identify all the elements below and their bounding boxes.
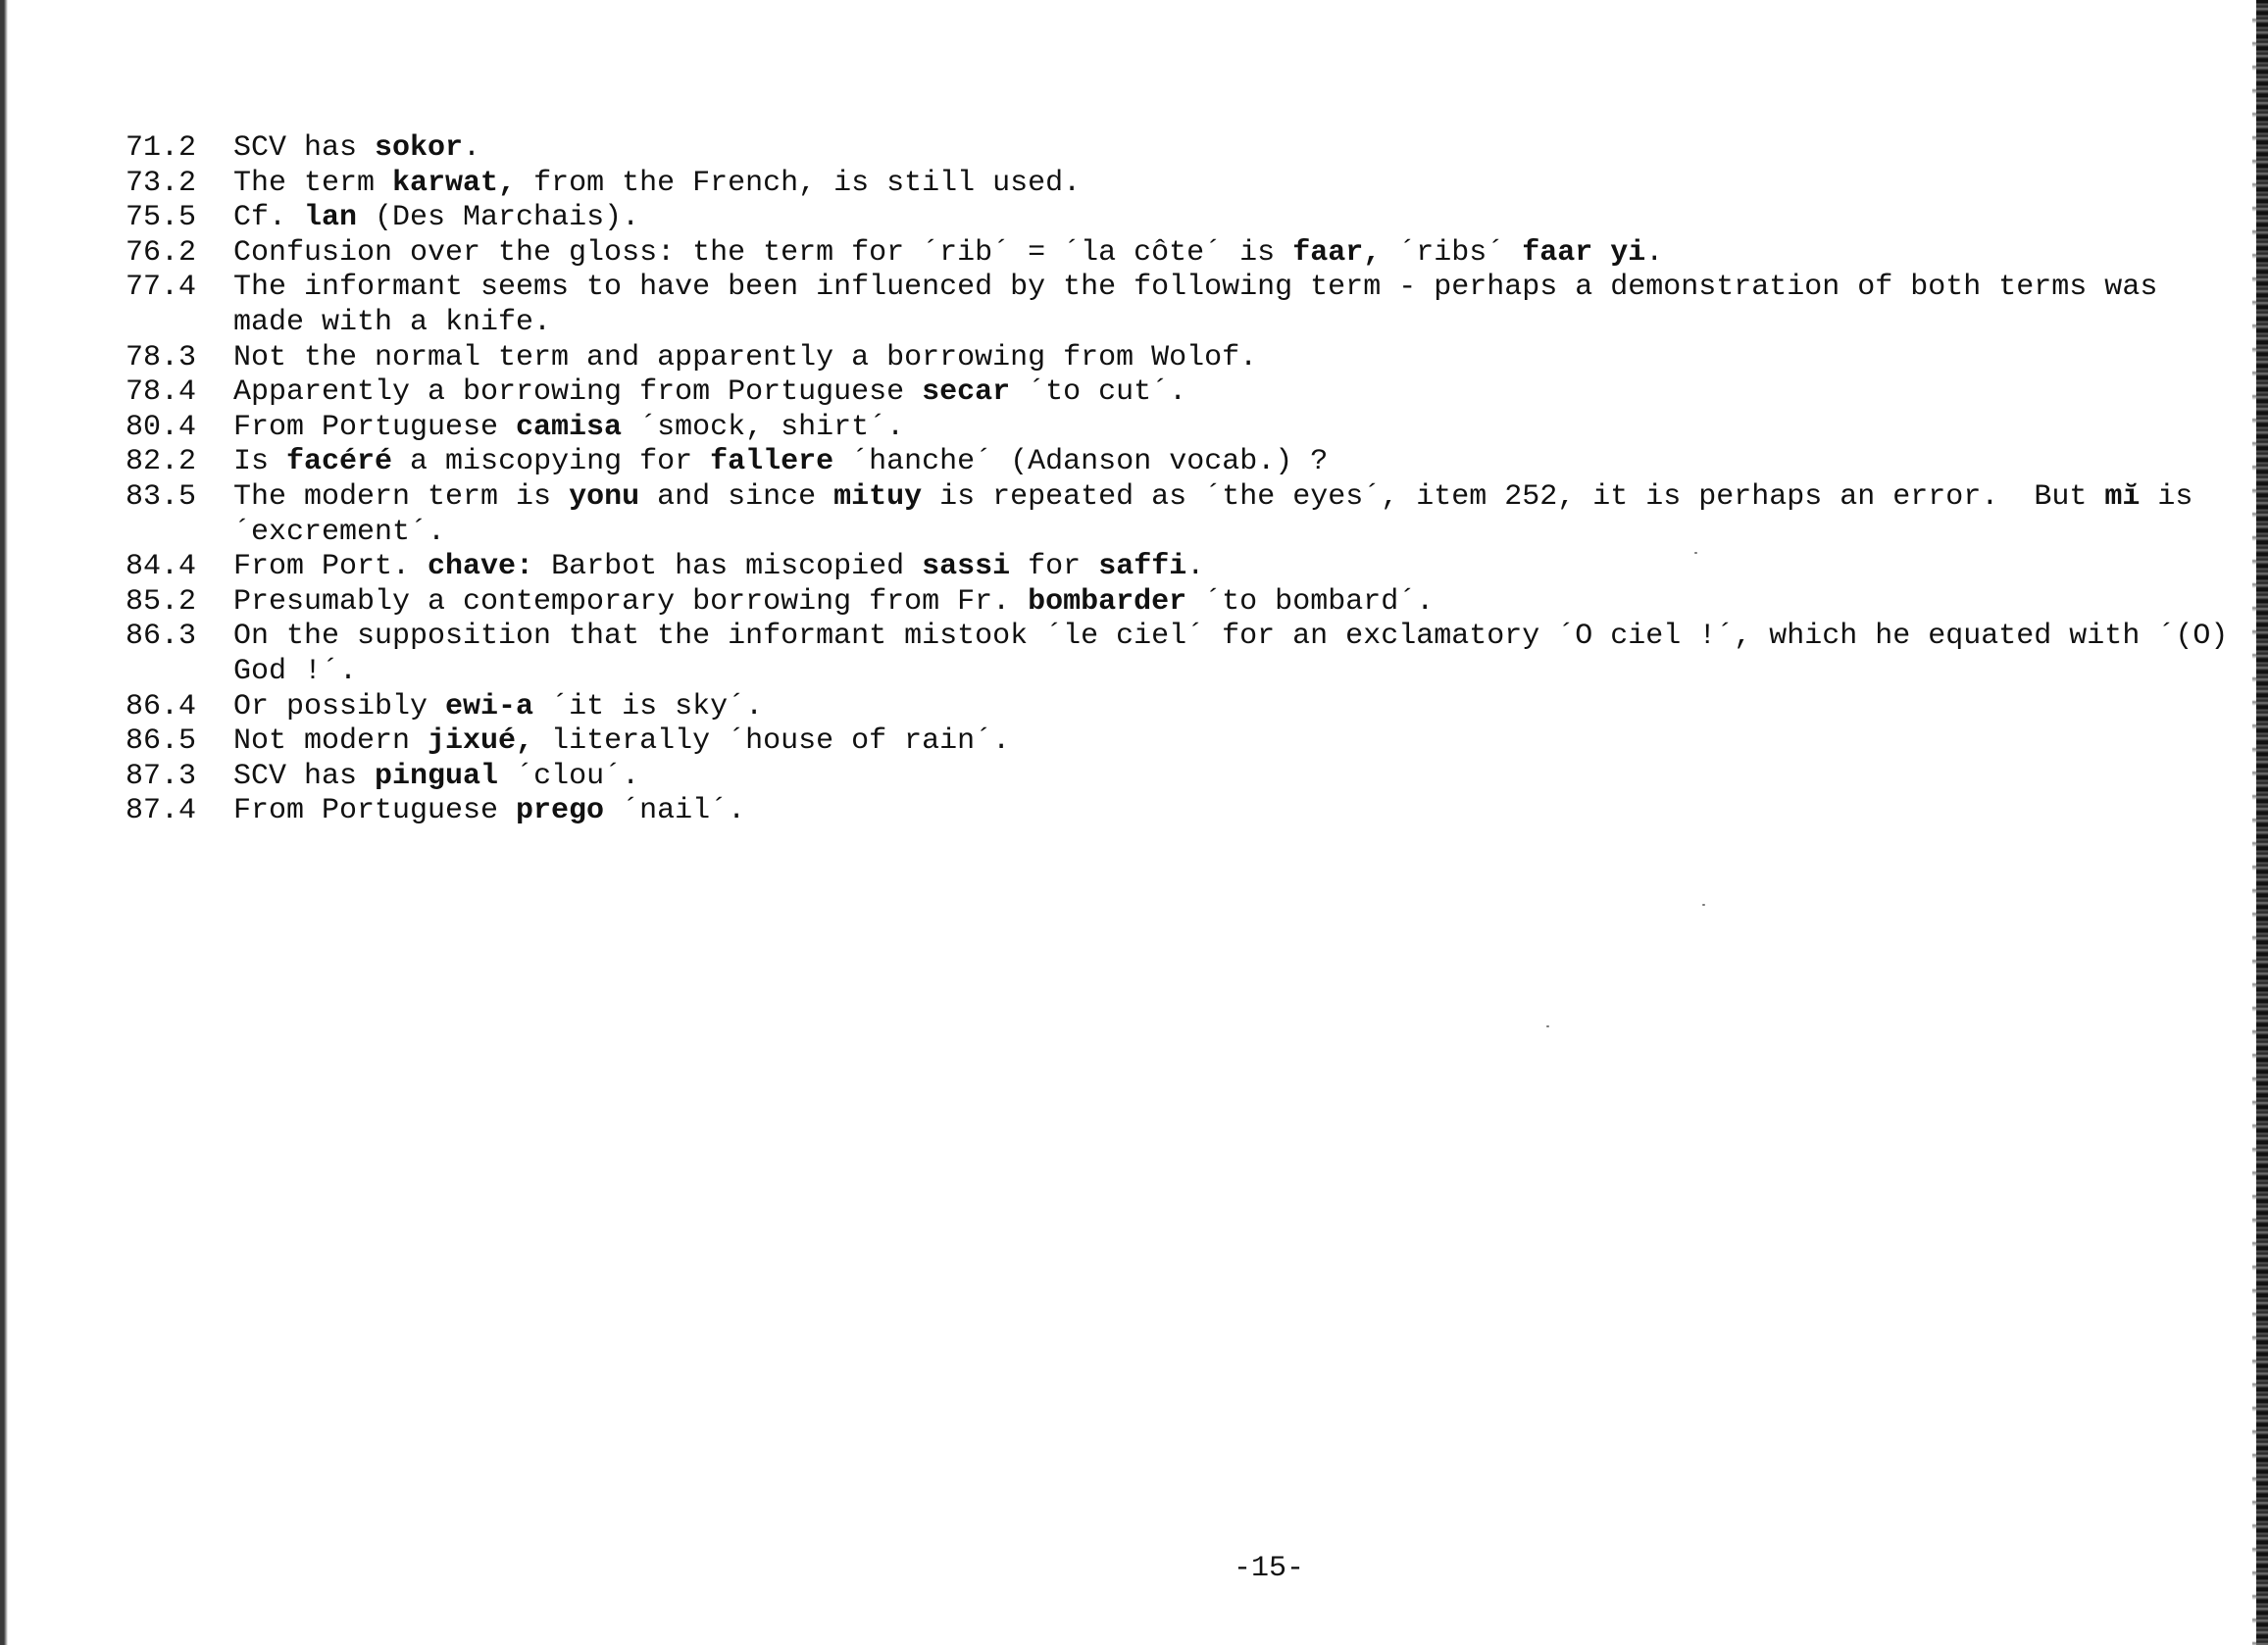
note-number: 86.5 <box>126 724 197 759</box>
note-text <box>233 760 2243 795</box>
note-entry <box>126 271 2243 340</box>
note-term: mituy <box>833 479 923 514</box>
note-term: facéré <box>286 445 393 479</box>
note-text-segment: Barbot has miscopied <box>533 550 923 584</box>
note-text <box>233 585 2243 621</box>
scan-speck <box>1702 904 1705 906</box>
note-entry <box>126 131 2243 167</box>
note-text-segment: Or possibly <box>233 689 446 723</box>
note-entry <box>126 341 2243 376</box>
note-entry <box>126 201 2243 236</box>
note-text-segment: From Portuguese <box>233 794 517 828</box>
note-term: karwat, <box>392 166 517 200</box>
note-entry <box>126 585 2243 621</box>
note-text-segment: Not modern <box>233 724 428 759</box>
note-text-segment: ´nail´. <box>604 794 746 828</box>
note-text-segment: On the supposition that the informant mistook ´le ciel´ for an exclamatory ´O ciel !´, which he equated with ´(O) God !´. <box>233 620 2246 688</box>
note-text-segment: ´smock, shirt´. <box>622 410 905 444</box>
note-text-segment: The informant seems to have been influenced by the following term - perhaps a demonstration of both terms was made with a knife. <box>233 271 2176 339</box>
note-text-segment: Confusion over the gloss: the term for ´rib´ = ´la côte´ is <box>233 235 1293 270</box>
note-text <box>233 794 2243 829</box>
note-text-segment: is repeated as ´the eyes´, item 252, it is perhaps an error. But <box>922 479 2105 514</box>
scan-left-edge <box>0 0 8 1645</box>
note-number: 85.2 <box>126 584 197 619</box>
note-text-segment: for <box>1010 550 1099 584</box>
note-number: 84.4 <box>126 550 197 584</box>
note-text-segment: . <box>1645 235 1664 270</box>
note-term: bombarder <box>1028 584 1187 619</box>
note-term: pingual <box>375 759 499 793</box>
note-number: 86.3 <box>126 620 197 654</box>
note-text-segment: literally ´house of rain´. <box>533 724 1011 759</box>
note-text-segment: from the French, is still used. <box>516 166 1082 200</box>
note-number: 80.4 <box>126 410 197 444</box>
note-text-segment: a miscopying for <box>392 445 711 479</box>
note-text-segment: (Des Marchais). <box>357 201 640 235</box>
note-entry <box>126 167 2243 202</box>
note-term: fallere <box>710 445 834 479</box>
note-number: 87.3 <box>126 759 197 793</box>
note-text-segment: The modern term is <box>233 479 570 514</box>
note-text-segment: ´hanche´ (Adanson vocab.) ? <box>833 445 1329 479</box>
note-text-segment: From Portuguese <box>233 410 517 444</box>
note-text-segment: ´to bombard´. <box>1186 584 1435 619</box>
note-text-segment: From Port. <box>233 550 428 584</box>
note-text-segment: Presumably a contemporary borrowing from Fr. <box>233 584 1029 619</box>
note-entry <box>126 550 2243 585</box>
note-text-segment: . <box>463 131 481 165</box>
note-term: chave: <box>428 550 534 584</box>
note-entry <box>126 620 2246 689</box>
note-entry <box>126 690 2243 725</box>
note-text <box>233 620 2246 689</box>
page-number: -15- <box>1234 1552 1305 1585</box>
note-term: jixué, <box>428 724 534 759</box>
note-term: yonu <box>569 479 640 514</box>
note-number: 83.5 <box>126 479 197 514</box>
note-entry <box>126 411 2243 446</box>
note-term: mĭ <box>2104 479 2141 514</box>
note-text <box>233 131 2243 167</box>
note-text-segment: ´ribs´ <box>1381 235 1523 270</box>
note-text <box>233 480 2243 550</box>
note-text-segment: and since <box>639 479 834 514</box>
note-term: prego <box>516 794 605 828</box>
note-number: 77.4 <box>126 271 197 305</box>
note-entry <box>126 724 2243 760</box>
note-number: 87.4 <box>126 794 197 828</box>
note-text-segment: Not the normal term and apparently a borrowing from Wolof. <box>233 340 1258 374</box>
note-term: ewi-a <box>445 689 534 723</box>
note-term: camisa <box>516 410 623 444</box>
note-text-segment: is ´excrement´. <box>233 479 2211 549</box>
note-entry <box>126 236 2243 272</box>
note-term: lan <box>304 201 358 235</box>
note-text-segment: . <box>1186 550 1205 584</box>
note-number: 73.2 <box>126 166 197 200</box>
note-number: 78.3 <box>126 340 197 374</box>
note-term: sokor <box>375 131 464 165</box>
note-entry <box>126 760 2243 795</box>
note-term: faar, <box>1292 235 1382 270</box>
note-number: 75.5 <box>126 201 197 235</box>
scan-speck <box>1546 1025 1549 1027</box>
note-text-segment: Apparently a borrowing from Portuguese <box>233 375 923 410</box>
note-number: 76.2 <box>126 235 197 270</box>
note-term: secar <box>922 375 1011 410</box>
note-term: sassi <box>922 550 1011 584</box>
note-text-segment: ´it is sky´. <box>533 689 764 723</box>
note-number: 78.4 <box>126 375 197 410</box>
note-text-segment: ´clou´. <box>498 759 640 793</box>
note-text <box>233 550 2243 585</box>
note-entry <box>126 794 2243 829</box>
note-text <box>233 341 2243 376</box>
note-text-segment: Is <box>233 445 287 479</box>
note-entry <box>126 480 2243 550</box>
note-entry <box>126 375 2243 411</box>
note-number: 86.4 <box>126 689 197 723</box>
note-entry <box>126 445 2243 480</box>
note-text <box>233 690 2243 725</box>
note-text <box>233 236 2243 272</box>
scan-right-edge <box>2256 0 2268 1645</box>
note-text-segment: SCV has <box>233 131 376 165</box>
note-text <box>233 271 2243 340</box>
note-text <box>233 201 2243 236</box>
note-text <box>233 724 2243 760</box>
note-number: 82.2 <box>126 445 197 479</box>
note-term: faar yi <box>1522 235 1646 270</box>
note-text <box>233 445 2243 480</box>
note-text-segment: Cf. <box>233 201 305 235</box>
note-text-segment: ´to cut´. <box>1010 375 1187 410</box>
note-text <box>233 375 2243 411</box>
notes-list <box>126 131 2246 829</box>
note-number: 71.2 <box>126 131 197 165</box>
note-term: saffi <box>1098 550 1187 584</box>
note-text-segment: The term <box>233 166 393 200</box>
note-text <box>233 167 2243 202</box>
note-text <box>233 411 2243 446</box>
note-text-segment: SCV has <box>233 759 376 793</box>
